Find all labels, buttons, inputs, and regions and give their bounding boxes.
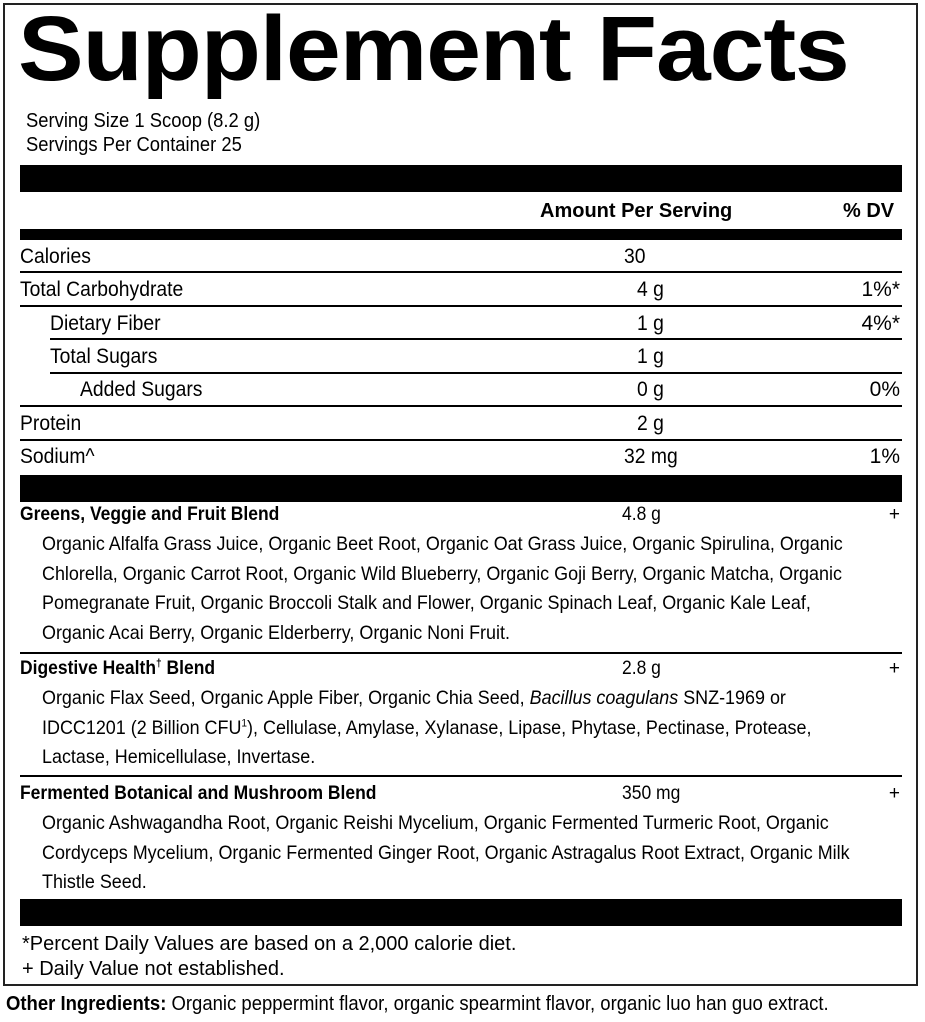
blend-header-digestive bbox=[20, 657, 902, 681]
nutrient-row-added-sugars bbox=[20, 373, 902, 406]
other-ingredients-text: Organic peppermint flavor, organic spearmint flavor, organic luo han guo extract. bbox=[166, 993, 829, 1015]
blend-amount: 350 mg bbox=[622, 783, 681, 804]
nutrient-label: Added Sugars bbox=[80, 378, 203, 401]
serving-size: Serving Size 1 Scoop (8.2 g) bbox=[26, 110, 261, 132]
thick-divider bbox=[20, 899, 902, 926]
nutrient-amount: 30 bbox=[624, 245, 646, 268]
blend-ingredients-fermented: Organic Ashwagandha Root, Organic Reishi Mycelium, Organic Fermented Turmeric Root, Organic Cordyceps Mycelium, Organic Fermented Ginger Root, Organic Astragalus Root Extract, Organic Milk Thistle Seed. bbox=[42, 812, 850, 893]
nutrient-amount: 1 g bbox=[637, 345, 664, 368]
nutrient-label: Protein bbox=[20, 412, 82, 435]
other-ingredients bbox=[6, 993, 829, 1016]
nutrient-label: Total Sugars bbox=[50, 345, 158, 368]
nutrient-row-calories bbox=[20, 240, 902, 273]
nutrient-amount: 2 g bbox=[637, 412, 664, 435]
nutrient-amount: 32 mg bbox=[624, 445, 678, 468]
nutrient-dv: 1% bbox=[869, 445, 900, 468]
nutrient-dv: 1%* bbox=[861, 278, 900, 301]
nutrient-row-dietary-fiber bbox=[20, 307, 902, 340]
row-divider bbox=[20, 775, 902, 777]
blend-dv: + bbox=[888, 658, 900, 679]
nutrient-label: Total Carbohydrate bbox=[20, 278, 184, 301]
other-ingredients-label: Other Ingredients: bbox=[6, 993, 167, 1015]
blend-ingredients-digestive: Organic Flax Seed, Organic Apple Fiber, Organic Chia Seed, Bacillus coagulans SNZ-1969 or IDCC1201 (2 Billion CFU$^1$), Cellulase, Amylase, Xylanase, Lipase, Phytase, Pectinase, Protease, Lactase, Hemicellulase, Invertase. bbox=[42, 687, 812, 768]
blend-header-greens bbox=[20, 503, 902, 527]
nutrient-amount: 4 g bbox=[637, 278, 664, 301]
nutrient-dv: 4%* bbox=[861, 312, 900, 335]
nutrient-row-total-carbohydrate bbox=[20, 273, 902, 306]
nutrient-label: Dietary Fiber bbox=[50, 312, 161, 335]
nutrient-row-protein bbox=[20, 407, 902, 440]
row-divider bbox=[20, 652, 902, 654]
blend-amount: 2.8 g bbox=[622, 658, 661, 679]
panel-title: Supplement Facts bbox=[18, 0, 849, 100]
thick-divider bbox=[20, 165, 902, 192]
blend-name: Greens, Veggie and Fruit Blend bbox=[20, 504, 280, 525]
blend-amount: 4.8 g bbox=[622, 504, 661, 525]
amount-per-serving-header: Amount Per Serving bbox=[540, 200, 733, 222]
blend-dv: + bbox=[888, 504, 900, 525]
nutrient-row-total-sugars bbox=[20, 340, 902, 373]
nutrient-label: Sodium^ bbox=[20, 445, 95, 468]
blend-dv: + bbox=[888, 783, 900, 804]
nutrient-row-sodium bbox=[20, 440, 902, 473]
footnote-plus: + Daily Value not established. bbox=[22, 958, 285, 980]
servings-per-container: Servings Per Container 25 bbox=[26, 134, 242, 156]
dv-header: % DV bbox=[843, 200, 895, 222]
nutrient-amount: 1 g bbox=[637, 312, 664, 335]
medium-divider bbox=[20, 229, 902, 240]
nutrient-label: Calories bbox=[20, 245, 91, 268]
blend-name: Digestive Health† Blend bbox=[20, 657, 216, 679]
thick-divider bbox=[20, 475, 902, 502]
blend-header-fermented bbox=[20, 782, 902, 806]
nutrient-amount: 0 g bbox=[637, 378, 664, 401]
blend-ingredients-greens: Organic Alfalfa Grass Juice, Organic Beet Root, Organic Oat Grass Juice, Organic Spirulina, Organic Chlorella, Organic Carrot Root, Organic Wild Blueberry, Organic Goji Berry, Organic Matcha, Organic Pomegranate Fruit, Organic Broccoli Stalk and Flower, Organic Spinach Leaf, Organic Kale Leaf, Organic Acai Berry, Organic Elderberry, Organic Noni Fruit. bbox=[42, 533, 843, 644]
nutrient-dv: 0% bbox=[869, 378, 900, 401]
footnote-dv: *Percent Daily Values are based on a 2,000 calorie diet. bbox=[22, 933, 517, 955]
blend-name: Fermented Botanical and Mushroom Blend bbox=[20, 783, 377, 804]
